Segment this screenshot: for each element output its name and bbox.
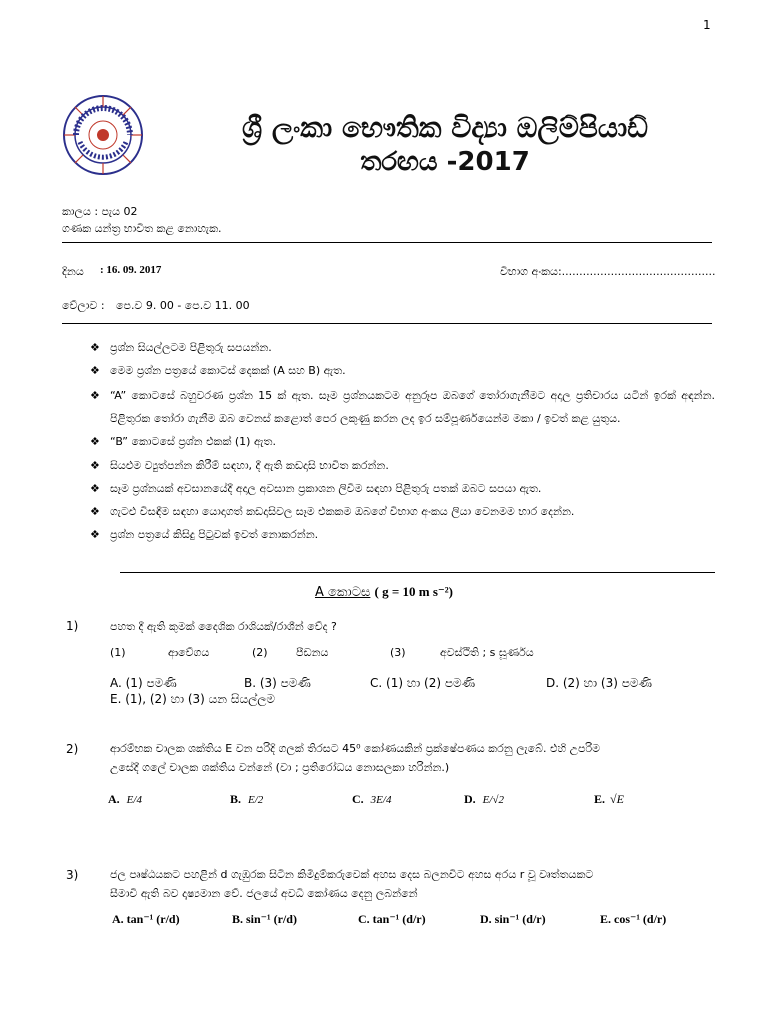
list-item: ❖ සියළුම ව්‍යුත්පන්න කිරීම් සඳහා, දී ඇති කඩදාසි භාවිත කරන්න. (90, 456, 715, 475)
diamond-bullet-icon: ❖ (90, 341, 100, 354)
answer-option[interactable]: C. (1) හා (2) පමණි (370, 676, 476, 690)
index-number-field: විභාග අංකය:............................................ (500, 265, 716, 278)
list-item: ❖ සෑම ප්‍රශ්නයක් අවසානයේදී අදාල අවසාන ප්‍රකාශන ලිවීම සඳහා පිළිතුරු පතක් ඔබට සපයා ඇත. (90, 479, 715, 498)
diamond-bullet-icon: ❖ (90, 482, 100, 495)
option-value: E/2 (248, 794, 264, 806)
item-number: (1) (110, 646, 126, 659)
question-text: උසේදී ගලේ චාලක ශක්තිය වන්නේ (වා ; ප්‍රතිරෝධය නොසලකා හරින්න.) (110, 761, 450, 774)
item-text: පීඩනය (296, 646, 329, 659)
diamond-bullet-icon: ❖ (90, 459, 100, 472)
question-number: 1) (66, 619, 79, 633)
page-number: 1 (703, 18, 711, 32)
answer-option[interactable]: E. (1), (2) හා (3) යන සියල්ලම (110, 692, 276, 706)
divider (62, 323, 712, 324)
answer-option[interactable]: A. (1) පමණි (110, 676, 177, 690)
question-number: 3) (66, 868, 79, 882)
question-number: 2) (66, 742, 79, 756)
calculator-note: ගණක යන්ත්‍ර භාවිත කළ නොහැක. (62, 222, 222, 235)
item-number: (2) (252, 646, 268, 659)
list-item: ❖ ගැටළු විසඳීම සඳහා යොදාගත් කඩදාසිවල සෑම එකකම ඔබගේ විභාග අංකය ලියා වෙනමම භාර දෙන්න. (90, 502, 715, 521)
duration-text: කාලය : පැය 02 (62, 205, 138, 218)
diamond-bullet-icon: ❖ (90, 435, 100, 448)
question-text: සීමාවී ඇති බව දෘෂ්‍යමාන වේ. ජලයේ අවධි කෝණය දෙනු ලබන්නේ (110, 887, 418, 900)
divider (120, 572, 715, 573)
question-text: ආරම්භක චාලක ශක්තිය E වන පරිදි ගලක් තිරසට 45⁰ කෝණයකින් ප්‍රක්ෂේපණය කරනු ලැබේ. එහි උපරිම (110, 742, 600, 755)
option-value: 3E/4 (370, 794, 392, 806)
list-item: ❖ “A” කොටසේ බහුවරණ ප්‍රශ්න 15 ක් ඇත. සෑම ප්‍රශ්නයකටම අනුරූප ඔබගේ තෝරාගැනීමට අදාල ප්‍රතිචාරය යටින් ඉරක් අඳන්න. පිළිතුරක තෝරා ගැනීම ඔබ වෙනස් කළොත් පෙර ලකුණු කරන ලද ඉර සම්පූර්ණයෙන්ම මකා / ඉවත් කළ යුතුය. (90, 384, 715, 430)
page-title: ශ්‍රී ලංකා භෞතික විද්‍යා ඔලිම්පියාඩ් (242, 111, 648, 144)
answer-option[interactable]: A. tan⁻¹ (r/d) (112, 912, 180, 926)
question-text: පහත දී ඇති කුමක් දෛශික රාශියක්/රාශීන් වේද ? (110, 620, 337, 633)
section-a-heading: A කොටස ( g = 10 m s⁻²) (314, 584, 453, 600)
answer-option[interactable]: D. E/√2 (464, 792, 504, 806)
answer-option[interactable]: D. (2) හා (3) පමණි (546, 676, 652, 690)
item-text: ආවේගය (168, 646, 210, 659)
diamond-bullet-icon: ❖ (90, 389, 100, 402)
institute-logo (62, 94, 144, 176)
question-text: ජල පෘෂ්ඨයකට පහළින් d ගැඹුරක සිටින කිමිදුම්කරුවෙක් අහස දෙස බලනවිට අහස අරය r වූ වෘත්තයකට (110, 868, 594, 881)
answer-option[interactable]: A. E/4 (108, 792, 142, 807)
list-item: ❖ ප්‍රශ්න පත්‍රයේ කිසිදු පිටුවක් ඉවත් නොකරන්න. (90, 525, 715, 544)
item-number: (3) (390, 646, 406, 659)
answer-option[interactable]: D. sin⁻¹ (d/r) (480, 912, 546, 926)
option-value: E/4 (126, 794, 142, 807)
answer-option[interactable]: C. 3E/4 (352, 792, 392, 806)
time-slot-label: වේලාව : (62, 299, 105, 312)
page-subtitle: තරඟය -2017 (360, 147, 530, 177)
option-value: E/√2 (482, 794, 504, 806)
answer-option[interactable]: B. sin⁻¹ (r/d) (232, 912, 297, 926)
answer-option[interactable]: B. (3) පමණි (244, 676, 311, 690)
answer-option[interactable]: E. cos⁻¹ (d/r) (600, 912, 667, 926)
answer-option[interactable]: B. E/2 (230, 792, 264, 806)
date-label: දිනය (62, 265, 84, 278)
diamond-bullet-icon: ❖ (90, 364, 100, 377)
date-value: : 16. 09. 2017 (100, 264, 162, 276)
instruction-list (90, 338, 715, 544)
option-value: √E (610, 792, 624, 806)
divider (62, 242, 712, 243)
item-text: අවස්ථිති ; s ඝූර්ණය (440, 646, 534, 659)
list-item: ❖ “B” කොටසේ ප්‍රශ්න එකක් (1) ඇත. (90, 432, 715, 451)
answer-option[interactable]: C. tan⁻¹ (d/r) (358, 912, 426, 926)
answer-option[interactable]: E. √E (594, 792, 624, 806)
time-slot-value: පෙ.ව 9. 00 - පෙ.ව 11. 00 (116, 299, 250, 312)
list-item: ❖ ප්‍රශ්න සියල්ලටම පිළිතුරු සපයන්න. (90, 338, 715, 357)
diamond-bullet-icon: ❖ (90, 528, 100, 541)
diamond-bullet-icon: ❖ (90, 505, 100, 518)
list-item: ❖ මෙම ප්‍රශ්න පත්‍රයේ කොටස් දෙකක් (A සහ B) ඇත. (90, 361, 715, 380)
